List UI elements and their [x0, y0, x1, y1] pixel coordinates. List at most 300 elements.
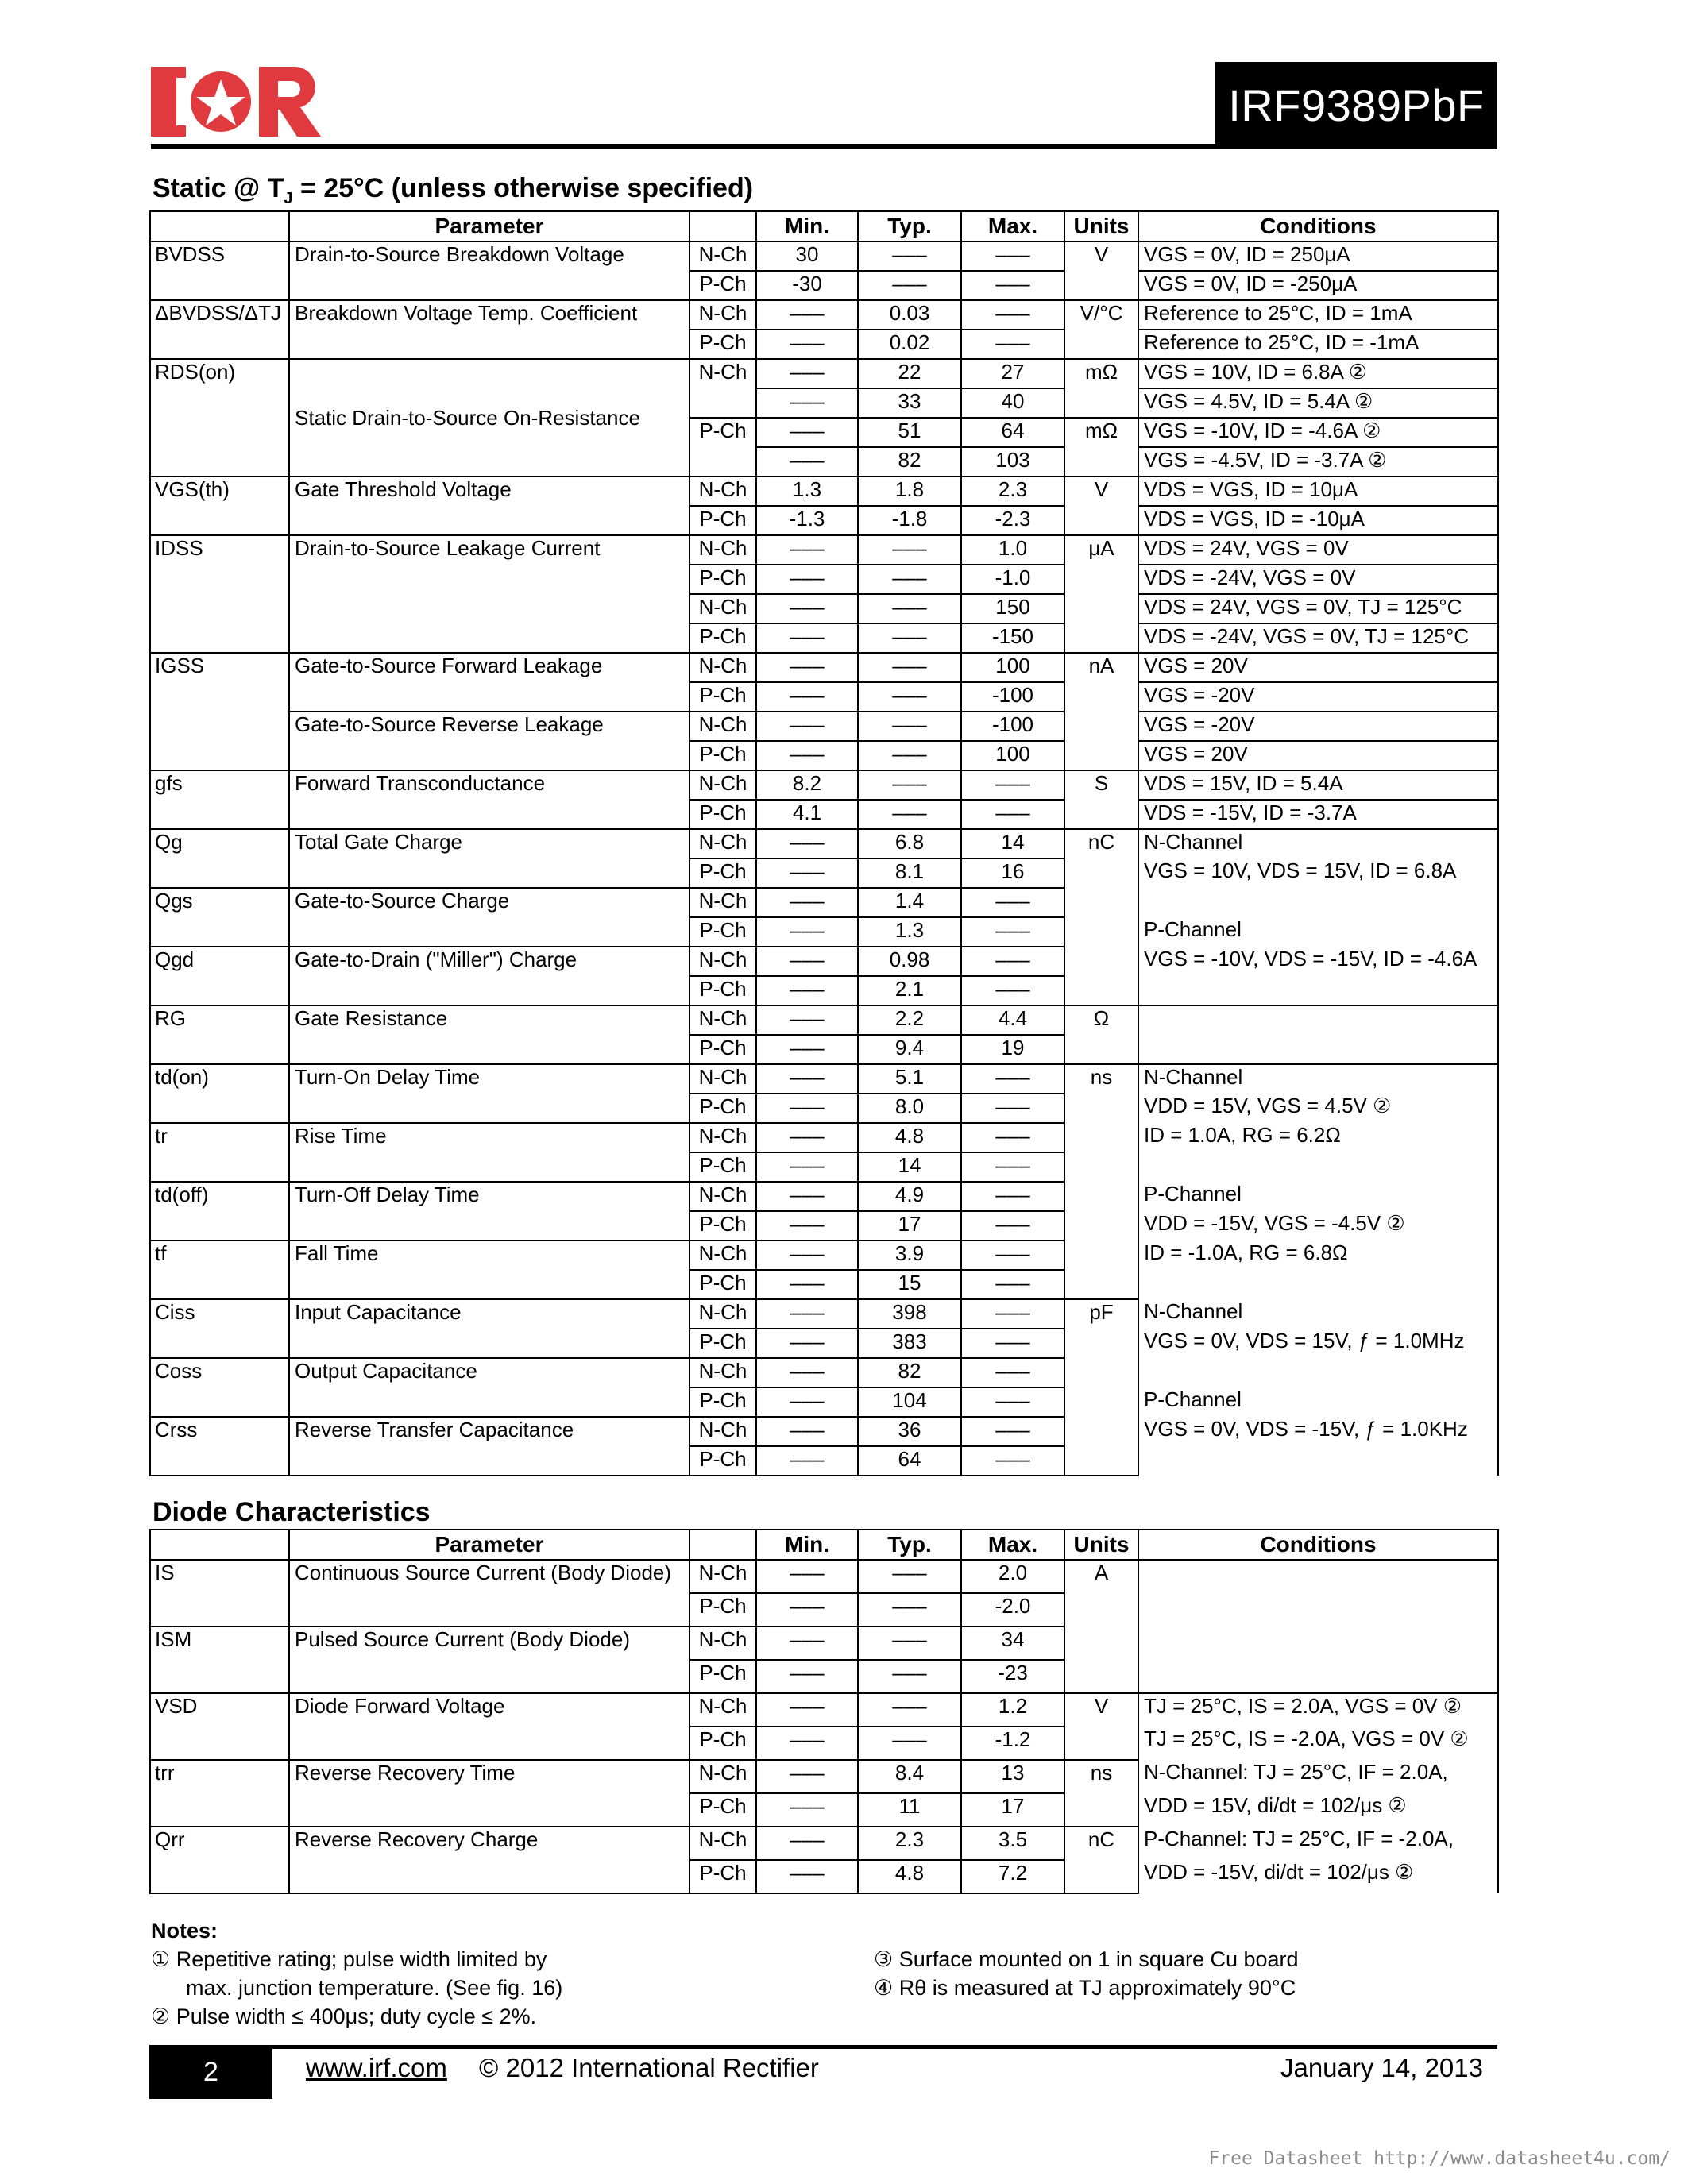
table-header-row	[150, 1530, 1498, 1560]
min-value: –––	[756, 1860, 858, 1893]
max-value: -100	[961, 712, 1064, 741]
max-value: -2.0	[961, 1593, 1064, 1626]
units: nC	[1064, 829, 1138, 1005]
conditions: VGS = 20V	[1138, 741, 1498, 770]
note-3: ③ Surface mounted on 1 in square Cu board	[874, 1947, 1299, 1971]
min-value: 30	[756, 241, 858, 271]
conditions: VDD = -15V, di/dt = 102/μs ②	[1138, 1860, 1498, 1893]
symbol: td(on)	[150, 1064, 289, 1123]
channel: P-Ch	[689, 565, 756, 594]
symbol: Qgd	[150, 947, 289, 1005]
max-value: –––	[961, 1211, 1064, 1241]
units: Ω	[1064, 1005, 1138, 1064]
max-value: –––	[961, 1094, 1064, 1123]
conditions: VGS = 4.5V, ID = 5.4A ②	[1138, 388, 1498, 418]
typ-value: 11	[858, 1793, 961, 1827]
min-value: –––	[756, 1211, 858, 1241]
parameter: Output Capacitance	[289, 1358, 689, 1417]
symbol: Qrr	[150, 1827, 289, 1893]
max-value: –––	[961, 800, 1064, 829]
symbol: Qgs	[150, 888, 289, 947]
conditions: TJ = 25°C, IS = 2.0A, VGS = 0V ②	[1138, 1693, 1498, 1727]
symbol: ISM	[150, 1626, 289, 1693]
table-row	[150, 829, 1498, 859]
typ-value: 14	[858, 1152, 961, 1182]
conditions	[1138, 1152, 1498, 1182]
typ-value: 0.03	[858, 300, 961, 330]
typ-value: 6.8	[858, 829, 961, 859]
channel: P-Ch	[689, 1270, 756, 1299]
channel: N-Ch	[689, 888, 756, 917]
table-row	[150, 1064, 1498, 1094]
channel: N-Ch	[689, 1693, 756, 1727]
min-value: –––	[756, 623, 858, 653]
max-value: –––	[961, 1387, 1064, 1417]
typ-value: –––	[858, 653, 961, 682]
conditions: VDD = 15V, VGS = 4.5V ②	[1138, 1094, 1498, 1123]
typ-value: –––	[858, 770, 961, 800]
footer-link[interactable]: www.irf.com	[306, 2053, 447, 2082]
min-value: –––	[756, 976, 858, 1005]
table-row	[150, 1417, 1498, 1446]
table-row	[150, 1299, 1498, 1329]
channel: N-Ch	[689, 359, 756, 418]
channel: P-Ch	[689, 1094, 756, 1123]
symbol: RG	[150, 1005, 289, 1064]
header-conditions: Conditions	[1138, 211, 1498, 241]
channel: N-Ch	[689, 300, 756, 330]
max-value: 14	[961, 829, 1064, 859]
max-value: 3.5	[961, 1827, 1064, 1860]
conditions: VDD = 15V, di/dt = 102/μs ②	[1138, 1793, 1498, 1827]
max-value: –––	[961, 917, 1064, 947]
channel: N-Ch	[689, 829, 756, 859]
typ-value: –––	[858, 800, 961, 829]
min-value: 4.1	[756, 800, 858, 829]
channel: P-Ch	[689, 917, 756, 947]
header-min: Min.	[756, 211, 858, 241]
conditions: VDS = 15V, ID = 5.4A	[1138, 770, 1498, 800]
max-value: -100	[961, 682, 1064, 712]
header-conditions: Conditions	[1138, 1530, 1498, 1560]
typ-value: -1.8	[858, 506, 961, 535]
parameter: Static Drain-to-Source On-Resistance	[289, 359, 689, 477]
typ-value: –––	[858, 1593, 961, 1626]
max-value: –––	[961, 300, 1064, 330]
min-value: –––	[756, 1793, 858, 1827]
channel: P-Ch	[689, 741, 756, 770]
max-value: –––	[961, 1152, 1064, 1182]
channel: P-Ch	[689, 976, 756, 1005]
typ-value: –––	[858, 535, 961, 565]
max-value: -1.2	[961, 1727, 1064, 1760]
conditions: VGS = 0V, ID = -250μA	[1138, 271, 1498, 300]
symbol: Crss	[150, 1417, 289, 1476]
channel: P-Ch	[689, 1329, 756, 1358]
table-row	[150, 947, 1498, 976]
header-channel-blank	[689, 211, 756, 241]
min-value: 1.3	[756, 477, 858, 506]
symbol: VSD	[150, 1693, 289, 1760]
header-channel-blank	[689, 1530, 756, 1560]
channel: N-Ch	[689, 653, 756, 682]
typ-value: 1.3	[858, 917, 961, 947]
max-value: -1.0	[961, 565, 1064, 594]
typ-value: 64	[858, 1446, 961, 1476]
typ-value: 82	[858, 447, 961, 477]
max-value: -23	[961, 1660, 1064, 1693]
parameter: Forward Transconductance	[289, 770, 689, 829]
channel: N-Ch	[689, 1358, 756, 1387]
channel: N-Ch	[689, 594, 756, 623]
max-value: 19	[961, 1035, 1064, 1064]
max-value: 2.3	[961, 477, 1064, 506]
min-value: –––	[756, 300, 858, 330]
parameter: Total Gate Charge	[289, 829, 689, 888]
parameter: Gate-to-Source Forward Leakage	[289, 653, 689, 712]
header-min: Min.	[756, 1530, 858, 1560]
conditions: P-Channel	[1138, 1387, 1498, 1417]
table-row	[150, 770, 1498, 800]
min-value: –––	[756, 888, 858, 917]
min-value: –––	[756, 1560, 858, 1593]
conditions: VGS = -4.5V, ID = -3.7A ②	[1138, 447, 1498, 477]
channel: N-Ch	[689, 1560, 756, 1593]
max-value: –––	[961, 271, 1064, 300]
channel: N-Ch	[689, 1299, 756, 1329]
table-row	[150, 1358, 1498, 1387]
page-number: 2	[149, 2045, 272, 2099]
symbol: IGSS	[150, 653, 289, 770]
typ-value: –––	[858, 682, 961, 712]
channel: P-Ch	[689, 623, 756, 653]
symbol: Qg	[150, 829, 289, 888]
channel: P-Ch	[689, 800, 756, 829]
table-row	[150, 300, 1498, 330]
min-value: –––	[756, 565, 858, 594]
parameter: Continuous Source Current (Body Diode)	[289, 1560, 689, 1626]
symbol: tf	[150, 1241, 289, 1299]
conditions: VGS = 10V, VDS = 15V, ID = 6.8A	[1138, 859, 1498, 888]
table-row	[150, 653, 1498, 682]
channel: N-Ch	[689, 477, 756, 506]
min-value: –––	[756, 1064, 858, 1094]
channel: N-Ch	[689, 712, 756, 741]
channel: N-Ch	[689, 1626, 756, 1660]
footer-date: January 14, 2013	[1280, 2053, 1483, 2082]
min-value: –––	[756, 447, 858, 477]
typ-value: –––	[858, 1560, 961, 1593]
min-value: –––	[756, 917, 858, 947]
typ-value: –––	[858, 1727, 961, 1760]
max-value: –––	[961, 947, 1064, 976]
max-value: –––	[961, 1270, 1064, 1299]
ir-logo	[151, 64, 322, 140]
max-value: –––	[961, 1299, 1064, 1329]
symbol: BVDSS	[150, 241, 289, 300]
channel: N-Ch	[689, 947, 756, 976]
min-value: –––	[756, 1123, 858, 1152]
max-value: 150	[961, 594, 1064, 623]
conditions: ID = 1.0A, RG = 6.2Ω	[1138, 1123, 1498, 1152]
max-value: –––	[961, 976, 1064, 1005]
max-value: 13	[961, 1760, 1064, 1793]
typ-value: –––	[858, 271, 961, 300]
channel: N-Ch	[689, 1241, 756, 1270]
channel: N-Ch	[689, 241, 756, 271]
min-value: –––	[756, 653, 858, 682]
conditions: VGS = 20V	[1138, 653, 1498, 682]
min-value: –––	[756, 330, 858, 359]
channel: N-Ch	[689, 1123, 756, 1152]
conditions: VDS = VGS, ID = 10μA	[1138, 477, 1498, 506]
table-row	[150, 1560, 1498, 1593]
channel: P-Ch	[689, 682, 756, 712]
units: ns	[1064, 1760, 1138, 1827]
channel: P-Ch	[689, 418, 756, 477]
min-value: –––	[756, 859, 858, 888]
min-value: –––	[756, 1094, 858, 1123]
typ-value: 4.8	[858, 1123, 961, 1152]
header-units: Units	[1064, 1530, 1138, 1560]
min-value: –––	[756, 1446, 858, 1476]
symbol: Coss	[150, 1358, 289, 1417]
diode-characteristics-table	[149, 1529, 1499, 1894]
max-value: -150	[961, 623, 1064, 653]
table-row	[150, 1827, 1498, 1860]
channel: P-Ch	[689, 1211, 756, 1241]
table-row	[150, 712, 1498, 741]
parameter: Gate Threshold Voltage	[289, 477, 689, 535]
parameter: Reverse Recovery Time	[289, 1760, 689, 1827]
min-value: 8.2	[756, 770, 858, 800]
conditions	[1138, 1270, 1498, 1299]
channel: N-Ch	[689, 535, 756, 565]
symbol: tr	[150, 1123, 289, 1182]
max-value: –––	[961, 1358, 1064, 1387]
typ-value: –––	[858, 1693, 961, 1727]
conditions	[1138, 976, 1498, 1005]
max-value: –––	[961, 330, 1064, 359]
note-1-cont: max. junction temperature. (See fig. 16)	[186, 1976, 563, 2000]
conditions: VGS = 10V, ID = 6.8A ②	[1138, 359, 1498, 388]
typ-value: –––	[858, 712, 961, 741]
min-value: –––	[756, 1005, 858, 1035]
conditions: N-Channel	[1138, 829, 1498, 859]
parameter: Gate-to-Source Charge	[289, 888, 689, 947]
conditions: P-Channel	[1138, 917, 1498, 947]
min-value: –––	[756, 1593, 858, 1626]
symbol: VGS(th)	[150, 477, 289, 535]
symbol: RDS(on)	[150, 359, 289, 477]
conditions	[1138, 1446, 1498, 1476]
table-row	[150, 1005, 1498, 1035]
max-value: –––	[961, 1329, 1064, 1358]
conditions: VGS = 0V, VDS = 15V, ƒ = 1.0MHz	[1138, 1329, 1498, 1358]
symbol: gfs	[150, 770, 289, 829]
parameter: Input Capacitance	[289, 1299, 689, 1358]
parameter: Gate Resistance	[289, 1005, 689, 1064]
typ-value: 9.4	[858, 1035, 961, 1064]
conditions	[1138, 1005, 1498, 1064]
conditions: VDS = -15V, ID = -3.7A	[1138, 800, 1498, 829]
note-4: ④ Rθ is measured at TJ approximately 90°C	[874, 1976, 1296, 2000]
conditions: TJ = 25°C, IS = -2.0A, VGS = 0V ②	[1138, 1727, 1498, 1760]
max-value: –––	[961, 888, 1064, 917]
table-row	[150, 241, 1498, 271]
min-value: –––	[756, 1693, 858, 1727]
typ-value: –––	[858, 565, 961, 594]
min-value: –––	[756, 741, 858, 770]
channel: P-Ch	[689, 859, 756, 888]
parameter: Turn-On Delay Time	[289, 1064, 689, 1123]
min-value: –––	[756, 682, 858, 712]
typ-value: 0.02	[858, 330, 961, 359]
conditions: VDS = 24V, VGS = 0V, TJ = 125°C	[1138, 594, 1498, 623]
min-value: –––	[756, 1760, 858, 1793]
max-value: 34	[961, 1626, 1064, 1660]
typ-value: 8.4	[858, 1760, 961, 1793]
header-blank	[150, 1530, 289, 1560]
parameter: Reverse Recovery Charge	[289, 1827, 689, 1893]
parameter: Gate-to-Drain ("Miller") Charge	[289, 947, 689, 1005]
header-rule	[151, 144, 1497, 149]
units: mΩ	[1064, 418, 1138, 477]
channel: P-Ch	[689, 1660, 756, 1693]
channel: P-Ch	[689, 506, 756, 535]
typ-value: 4.9	[858, 1182, 961, 1211]
conditions: VGS = -10V, ID = -4.6A ②	[1138, 418, 1498, 447]
min-value: –––	[756, 1329, 858, 1358]
symbol: IDSS	[150, 535, 289, 653]
min-value: –––	[756, 1270, 858, 1299]
typ-value: –––	[858, 241, 961, 271]
channel: N-Ch	[689, 1827, 756, 1860]
channel: P-Ch	[689, 1727, 756, 1760]
channel: P-Ch	[689, 271, 756, 300]
typ-value: 1.8	[858, 477, 961, 506]
conditions: VDS = VGS, ID = -10μA	[1138, 506, 1498, 535]
min-value: -1.3	[756, 506, 858, 535]
typ-value: 3.9	[858, 1241, 961, 1270]
max-value: 1.0	[961, 535, 1064, 565]
channel: N-Ch	[689, 770, 756, 800]
parameter: Turn-Off Delay Time	[289, 1182, 689, 1241]
typ-value: –––	[858, 623, 961, 653]
channel: P-Ch	[689, 1387, 756, 1417]
channel: N-Ch	[689, 1760, 756, 1793]
typ-value: 2.2	[858, 1005, 961, 1035]
max-value: 17	[961, 1793, 1064, 1827]
units: S	[1064, 770, 1138, 829]
conditions: VGS = 0V, ID = 250μA	[1138, 241, 1498, 271]
min-value: –––	[756, 1182, 858, 1211]
min-value: –––	[756, 1827, 858, 1860]
typ-value: –––	[858, 741, 961, 770]
max-value: –––	[961, 1064, 1064, 1094]
channel: P-Ch	[689, 1860, 756, 1893]
header-typ: Typ.	[858, 211, 961, 241]
symbol: trr	[150, 1760, 289, 1827]
min-value: –––	[756, 359, 858, 388]
max-value: –––	[961, 1123, 1064, 1152]
typ-value: 1.4	[858, 888, 961, 917]
conditions: VDS = -24V, VGS = 0V	[1138, 565, 1498, 594]
header-parameter: Parameter	[289, 211, 689, 241]
max-value: 7.2	[961, 1860, 1064, 1893]
conditions: VGS = -20V	[1138, 712, 1498, 741]
parameter: Drain-to-Source Breakdown Voltage	[289, 241, 689, 300]
static-characteristics-table	[149, 210, 1499, 1476]
parameter: Breakdown Voltage Temp. Coefficient	[289, 300, 689, 359]
conditions: VDS = -24V, VGS = 0V, TJ = 125°C	[1138, 623, 1498, 653]
typ-value: 2.1	[858, 976, 961, 1005]
table-row	[150, 1693, 1498, 1727]
units: mΩ	[1064, 359, 1138, 418]
typ-value: 33	[858, 388, 961, 418]
typ-value: 15	[858, 1270, 961, 1299]
units: ns	[1064, 1064, 1138, 1299]
typ-value: 104	[858, 1387, 961, 1417]
min-value: –––	[756, 1035, 858, 1064]
symbol: ΔBVDSS/ΔTJ	[150, 300, 289, 359]
footer-copyright: © 2012 International Rectifier	[479, 2053, 819, 2082]
min-value: –––	[756, 1727, 858, 1760]
min-value: –––	[756, 1241, 858, 1270]
table-row	[150, 359, 1498, 388]
max-value: 27	[961, 359, 1064, 388]
typ-value: 2.3	[858, 1827, 961, 1860]
header-max: Max.	[961, 1530, 1064, 1560]
max-value: 2.0	[961, 1560, 1064, 1593]
min-value: –––	[756, 1660, 858, 1693]
typ-value: 82	[858, 1358, 961, 1387]
units: nC	[1064, 1827, 1138, 1893]
conditions	[1138, 1560, 1498, 1693]
diode-title: Diode Characteristics	[153, 1497, 431, 1527]
notes-right	[874, 1945, 1299, 2002]
channel: P-Ch	[689, 1446, 756, 1476]
min-value: -30	[756, 271, 858, 300]
min-value: –––	[756, 388, 858, 418]
typ-value: 22	[858, 359, 961, 388]
typ-value: –––	[858, 594, 961, 623]
max-value: 100	[961, 741, 1064, 770]
conditions: N-Channel	[1138, 1299, 1498, 1329]
min-value: –––	[756, 712, 858, 741]
parameter: Rise Time	[289, 1123, 689, 1182]
channel: P-Ch	[689, 1593, 756, 1626]
max-value: 1.2	[961, 1693, 1064, 1727]
units: μA	[1064, 535, 1138, 653]
conditions: Reference to 25°C, ID = 1mA	[1138, 300, 1498, 330]
typ-value: 17	[858, 1211, 961, 1241]
min-value: –––	[756, 1358, 858, 1387]
note-2: ② Pulse width ≤ 400μs; duty cycle ≤ 2%.	[151, 2005, 537, 2028]
conditions: VDS = 24V, VGS = 0V	[1138, 535, 1498, 565]
min-value: –––	[756, 594, 858, 623]
conditions: VGS = 0V, VDS = -15V, ƒ = 1.0KHz	[1138, 1417, 1498, 1446]
units: pF	[1064, 1299, 1138, 1476]
typ-value: 383	[858, 1329, 961, 1358]
max-value: –––	[961, 241, 1064, 271]
channel: N-Ch	[689, 1417, 756, 1446]
typ-value: 0.98	[858, 947, 961, 976]
units: V	[1064, 1693, 1138, 1760]
conditions	[1138, 1358, 1498, 1387]
parameter: Pulsed Source Current (Body Diode)	[289, 1626, 689, 1693]
units: A	[1064, 1560, 1138, 1693]
